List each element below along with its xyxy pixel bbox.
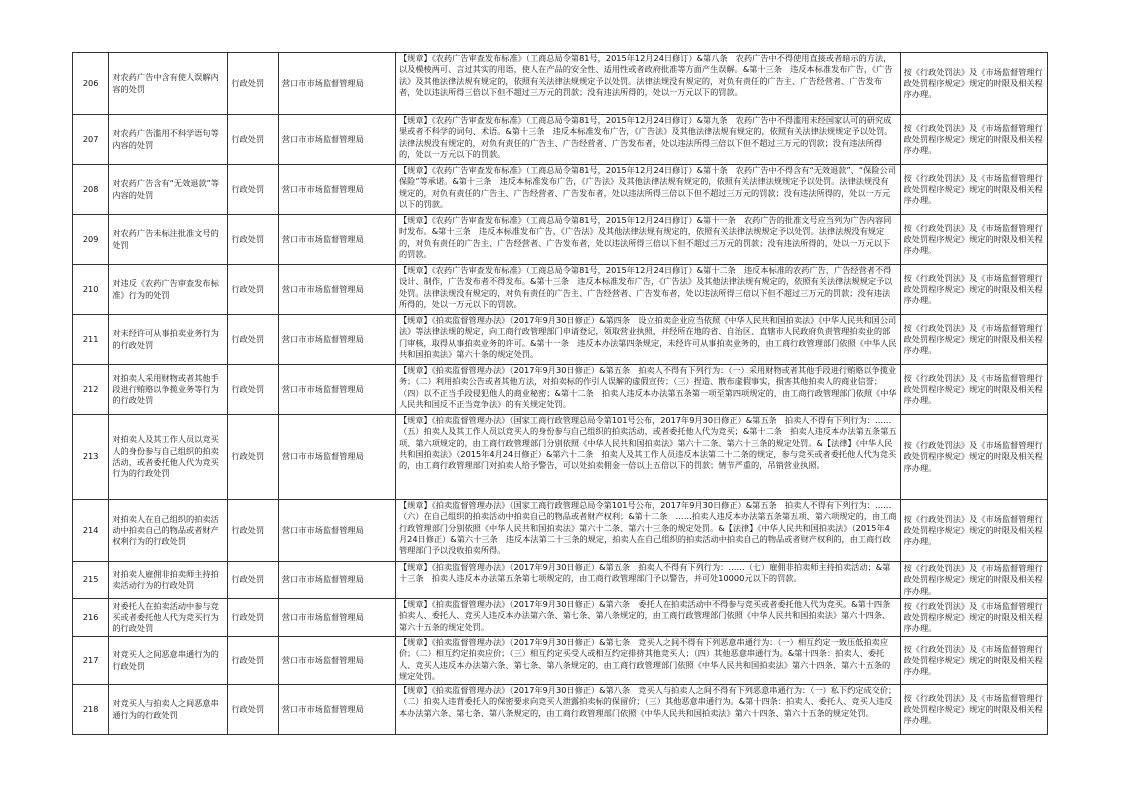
table-row: [73, 599, 1048, 637]
legal-basis: 【规章】《农药广告审查发布标准》（工商总局令第81号，2015年12月24日修订）&第十二条 违反本标准的农药广告，广告经营者不得设计、制作，广告发布者不得发布。&第十三条 违反本标准发布广告，《广告法》及其他法律法规有规定的，依照有关法律法规规定予以处罚。法律法规没有规定的，对负有责任的广告主、广告经营者、广告发布者，处以违法所得三倍以下但不超过三万元的罚款；没有违法所得的，处以一万元以下的罚款。: [395, 265, 900, 315]
legal-basis: 【规章】《拍卖监督管理办法》（2017年9月30日修正）&第六条 委托人在拍卖活动中不得参与竞买或者委托他人代为竞买。&第十四条 拍卖人、委托人、竞买人违反本办法第六条、第七条、第八条规定的，由工商行政管理部门依照《中华人民共和国拍卖法》第六十四条、第六十五条的规定处罚。: [395, 599, 900, 637]
table-row: [73, 315, 1048, 365]
penalty-category: 行政处罚: [228, 500, 278, 562]
row-number: 218: [73, 685, 109, 735]
implementing-agency: 营口市市场监督管理局: [278, 599, 395, 637]
row-number: 217: [73, 637, 109, 685]
item-name: 对竞买人与拍卖人之间恶意串通行为的行政处罚: [109, 685, 228, 735]
implementing-agency: 营口市市场监督管理局: [278, 415, 395, 500]
implementing-agency: 营口市市场监督管理局: [278, 215, 395, 265]
procedure-note: 按《行政处罚法》及《市场监督管理行政处罚程序规定》规定的时限及相关程序办理。: [900, 315, 1047, 365]
procedure-note: 按《行政处罚法》及《市场监督管理行政处罚程序规定》规定的时限及相关程序办理。: [900, 265, 1047, 315]
table-row: [73, 500, 1048, 562]
table-row: [73, 562, 1048, 599]
legal-basis: 【规章】《拍卖监督管理办法》（2017年9月30日修正）&第五条 拍卖人不得有下列行为：……（七）雇佣非拍卖师主持拍卖活动；&第十三条 拍卖人违反本办法第五条第七项规定的，由工商行政管理部门予以警告，并可处10000元以下的罚款。: [395, 562, 900, 599]
item-name: 对竞买人之间恶意串通行为的行政处罚: [109, 637, 228, 685]
implementing-agency: 营口市市场监督管理局: [278, 53, 395, 115]
table-row: [73, 685, 1048, 735]
item-name: 对委托人在拍卖活动中参与竞买或者委托他人代为竞买行为的行政处罚: [109, 599, 228, 637]
table-body: [73, 53, 1048, 735]
row-number: 206: [73, 53, 109, 115]
procedure-note: 按《行政处罚法》及《市场监督管理行政处罚程序规定》规定的时限及相关程序办理。: [900, 562, 1047, 599]
procedure-note: 按《行政处罚法》及《市场监督管理行政处罚程序规定》规定的时限及相关程序办理。: [900, 365, 1047, 415]
procedure-note: 按《行政处罚法》及《市场监督管理行政处罚程序规定》规定的时限及相关程序办理。: [900, 415, 1047, 500]
legal-basis: 【规章】《农药广告审查发布标准》（工商总局令第81号，2015年12月24日修订）&第八条 农药广告中不得使用直接或者暗示的方法，以及模棱两可、言过其实的用语，使人在产品的安全性、适用性或者政府批准等方面产生误解。&第十三条 违反本标准发布广告，《广告法》及其他法律法规有规定的，依照有关法律法规规定予以处罚。法律法规没有规定的，对负有责任的广告主、广告经营者、广告发布者，处以违法所得三倍以下但不超过三万元的罚款；没有违法所得的，处以一万元以下的罚款。: [395, 53, 900, 115]
row-number: 216: [73, 599, 109, 637]
table-row: [73, 265, 1048, 315]
procedure-note: 按《行政处罚法》及《市场监督管理行政处罚程序规定》规定的时限及相关程序办理。: [900, 215, 1047, 265]
table-row: [73, 115, 1048, 165]
implementing-agency: 营口市市场监督管理局: [278, 315, 395, 365]
procedure-note: 按《行政处罚法》及《市场监督管理行政处罚程序规定》规定的时限及相关程序办理。: [900, 165, 1047, 215]
implementing-agency: 营口市市场监督管理局: [278, 500, 395, 562]
item-name: 对农药广告滥用不科学语句等内容的处罚: [109, 115, 228, 165]
legal-basis: 【规章】《拍卖监督管理办法》（2017年9月30日修正）&第五条 拍卖人不得有下列行为：（一）采用财物或者其他手段进行贿赂以争揽业务；（二）利用拍卖公告或者其他方法，对拍卖标的作引人误解的虚假宣传；（三）捏造、散布虚假事实，损害其他拍卖人的商业信誉；（四）以不正当手段侵犯他人的商业秘密；&第十二条 拍卖人违反本办法第五条第一项至第四项规定的，由工商行政管理部门依照《中华人民共和国反不正当竞争法》的有关规定处罚。: [395, 365, 900, 415]
procedure-note: 按《行政处罚法》及《市场监督管理行政处罚程序规定》规定的时限及相关程序办理。: [900, 115, 1047, 165]
row-number: 209: [73, 215, 109, 265]
row-number: 207: [73, 115, 109, 165]
penalty-category: 行政处罚: [228, 165, 278, 215]
row-number: 213: [73, 415, 109, 500]
table-row: [73, 365, 1048, 415]
table-row: [73, 215, 1048, 265]
penalty-category: 行政处罚: [228, 685, 278, 735]
procedure-note: 按《行政处罚法》及《市场监督管理行政处罚程序规定》规定的时限及相关程序办理。: [900, 500, 1047, 562]
procedure-note: 按《行政处罚法》及《市场监督管理行政处罚程序规定》规定的时限及相关程序办理。: [900, 53, 1047, 115]
legal-basis: 【规章】《拍卖监督管理办法》（国家工商行政管理总局令第101号公布，2017年9月30日修正）&第五条 拍卖人不得有下列行为：……（五）拍卖人及其工作人员以竞买人的身份参与自己组织的拍卖活动，或者委托他人代为竞买；&第十二条 拍卖人违反本办法第五条第五项、第六项规定的，由工商行政管理部门分别依照《中华人民共和国拍卖法》第六十二条、第六十三条的规定处罚。&【法律】《中华人民共和国拍卖法》（2015年4月24日修正）&第六十二条 拍卖人及其工作人员违反本法第二十二条的规定，参与竞买或者委托他人代为竞买的，由工商行政管理部门对拍卖人给予警告，可以处拍卖佣金一倍以上五倍以下的罚款；情节严重的，吊销营业执照。: [395, 415, 900, 500]
row-number: 212: [73, 365, 109, 415]
implementing-agency: 营口市市场监督管理局: [278, 685, 395, 735]
penalty-category: 行政处罚: [228, 315, 278, 365]
legal-basis: 【规章】《农药广告审查发布标准》（工商总局令第81号，2015年12月24日修订）&第十条 农药广告中不得含有“无效退款”、“保险公司保险”等承诺。&第十三条 违反本标准发布广告，《广告法》及其他法律法规有规定的，依照有关法律法规规定予以处罚。法律法规没有规定的，对负有责任的广告主、广告经营者、广告发布者，处以违法所得三倍以下但不超过三万元的罚款；没有违法所得的，处以一万元以下的罚款。: [395, 165, 900, 215]
penalty-category: 行政处罚: [228, 562, 278, 599]
item-name: 对农药广告未标注批准文号的处罚: [109, 215, 228, 265]
legal-basis: 【规章】《拍卖监督管理办法》（2017年9月30日修正）&第四条 设立拍卖企业应当依照《中华人民共和国拍卖法》《中华人民共和国公司法》等法律法规的规定，向工商行政管理部门申请登记，领取营业执照，并经所在地的省、自治区、直辖市人民政府负责管理拍卖业的部门审核，取得从事拍卖业务的许可。&第十一条 违反本办法第四条规定，未经许可从事拍卖业务的，由工商行政管理部门依照《中华人民共和国拍卖法》第六十条的规定处罚。: [395, 315, 900, 365]
penalty-category: 行政处罚: [228, 53, 278, 115]
implementing-agency: 营口市市场监督管理局: [278, 165, 395, 215]
implementing-agency: 营口市市场监督管理局: [278, 365, 395, 415]
procedure-note: 按《行政处罚法》及《市场监督管理行政处罚程序规定》规定的时限及相关程序办理。: [900, 637, 1047, 685]
penalty-category: 行政处罚: [228, 637, 278, 685]
item-name: 对拍卖人在自己组织的拍卖活动中拍卖自己的物品或者财产权利行为的行政处罚: [109, 500, 228, 562]
implementing-agency: 营口市市场监督管理局: [278, 265, 395, 315]
item-name: 对拍卖人及其工作人员以竞买人的身份参与自己组织的拍卖活动，或者委托他人代为竞买行为的行政处罚: [109, 415, 228, 500]
implementing-agency: 营口市市场监督管理局: [278, 637, 395, 685]
penalty-category: 行政处罚: [228, 115, 278, 165]
row-number: 214: [73, 500, 109, 562]
table-row: [73, 637, 1048, 685]
implementing-agency: 营口市市场监督管理局: [278, 115, 395, 165]
penalty-list-table: [72, 52, 1048, 735]
penalty-category: 行政处罚: [228, 215, 278, 265]
penalty-category: 行政处罚: [228, 415, 278, 500]
procedure-note: 按《行政处罚法》及《市场监督管理行政处罚程序规定》规定的时限及相关程序办理。: [900, 685, 1047, 735]
legal-basis: 【规章】《农药广告审查发布标准》（工商总局令第81号，2015年12月24日修订）&第十一条 农药广告的批准文号应当列为广告内容同时发布。&第十三条 违反本标准发布广告，《广告法》及其他法律法规有规定的，依照有关法律法规规定予以处罚。法律法规没有规定的，对负有责任的广告主、广告经营者、广告发布者，处以违法所得三倍以下但不超过三万元的罚款；没有违法所得的，处以一万元以下的罚款。: [395, 215, 900, 265]
item-name: 对农药广告含有“无效退款”等内容的处罚: [109, 165, 228, 215]
penalty-category: 行政处罚: [228, 265, 278, 315]
item-name: 对未经许可从事拍卖业务行为的行政处罚: [109, 315, 228, 365]
row-number: 215: [73, 562, 109, 599]
penalty-category: 行政处罚: [228, 365, 278, 415]
item-name: 对拍卖人雇佣非拍卖师主持拍卖活动行为的行政处罚: [109, 562, 228, 599]
row-number: 210: [73, 265, 109, 315]
item-name: 对农药广告中含有使人误解内容的处罚: [109, 53, 228, 115]
implementing-agency: 营口市市场监督管理局: [278, 562, 395, 599]
item-name: 对违反《农药广告审查发布标准》行为的处罚: [109, 265, 228, 315]
legal-basis: 【规章】《拍卖监督管理办法》（国家工商行政管理总局令第101号公布，2017年9月30日修正）&第五条 拍卖人不得有下列行为：……（六）在自己组织的拍卖活动中拍卖自己的物品或者财产权利；&第十二条 ……拍卖人违反本办法第五条第五项、第六项规定的，由工商行政管理部门分别依照《中华人民共和国拍卖法》第六十二条、第六十三条的规定处罚。&【法律】《中华人民共和国拍卖法》（2015年4月24日修正）&第六十三条 违反本法第二十三条的规定，拍卖人在自己组织的拍卖活动中拍卖自己的物品或者财产权利的，由工商行政管理部门予以没收拍卖所得。: [395, 500, 900, 562]
table-row: [73, 415, 1048, 500]
penalty-category: 行政处罚: [228, 599, 278, 637]
legal-basis: 【规章】《拍卖监督管理办法》（2017年9月30日修正）&第七条 竞买人之间不得有下列恶意串通行为：（一）相互约定一致压低拍卖应价；（二）相互约定拍卖应价；（三）相互约定买受人或相互约定排挤其他竞买人；（四）其他恶意串通行为。&第十四条：拍卖人、委托人、竞买人违反本办法第六条、第七条、第八条规定的，由工商行政管理部门依照《中华人民共和国拍卖法》第六十四条、第六十五条的规定处罚。: [395, 637, 900, 685]
row-number: 211: [73, 315, 109, 365]
table-row: [73, 165, 1048, 215]
table-row: [73, 53, 1048, 115]
procedure-note: 按《行政处罚法》及《市场监督管理行政处罚程序规定》规定的时限及相关程序办理。: [900, 599, 1047, 637]
item-name: 对拍卖人采用财物或者其他手段进行贿赂以争揽业务等行为的行政处罚: [109, 365, 228, 415]
row-number: 208: [73, 165, 109, 215]
legal-basis: 【规章】《农药广告审查发布标准》（工商总局令第81号，2015年12月24日修订）&第九条 农药广告中不得滥用未经国家认可的研究成果或者不科学的词句、术语。&第十三条 违反本标准发布广告，《广告法》及其他法律法规有规定的，依照有关法律法规规定予以处罚。法律法规没有规定的，对负有责任的广告主、广告经营者、广告发布者，处以违法所得三倍以下但不超过三万元的罚款；没有违法所得的，处以一万元以下的罚款。: [395, 115, 900, 165]
legal-basis: 【规章】《拍卖监督管理办法》（2017年9月30日修正）&第八条 竞买人与拍卖人之间不得有下列恶意串通行为：（一）私下约定成交价；（二）拍卖人违背委托人的保密要求向竞买人泄露拍卖标的保留价；（三）其他恶意串通行为。&第十四条：拍卖人、委托人、竞买人违反本办法第六条、第七条、第八条规定的，由工商行政管理部门依照《中华人民共和国拍卖法》第六十四条、第六十五条的规定处罚。: [395, 685, 900, 735]
